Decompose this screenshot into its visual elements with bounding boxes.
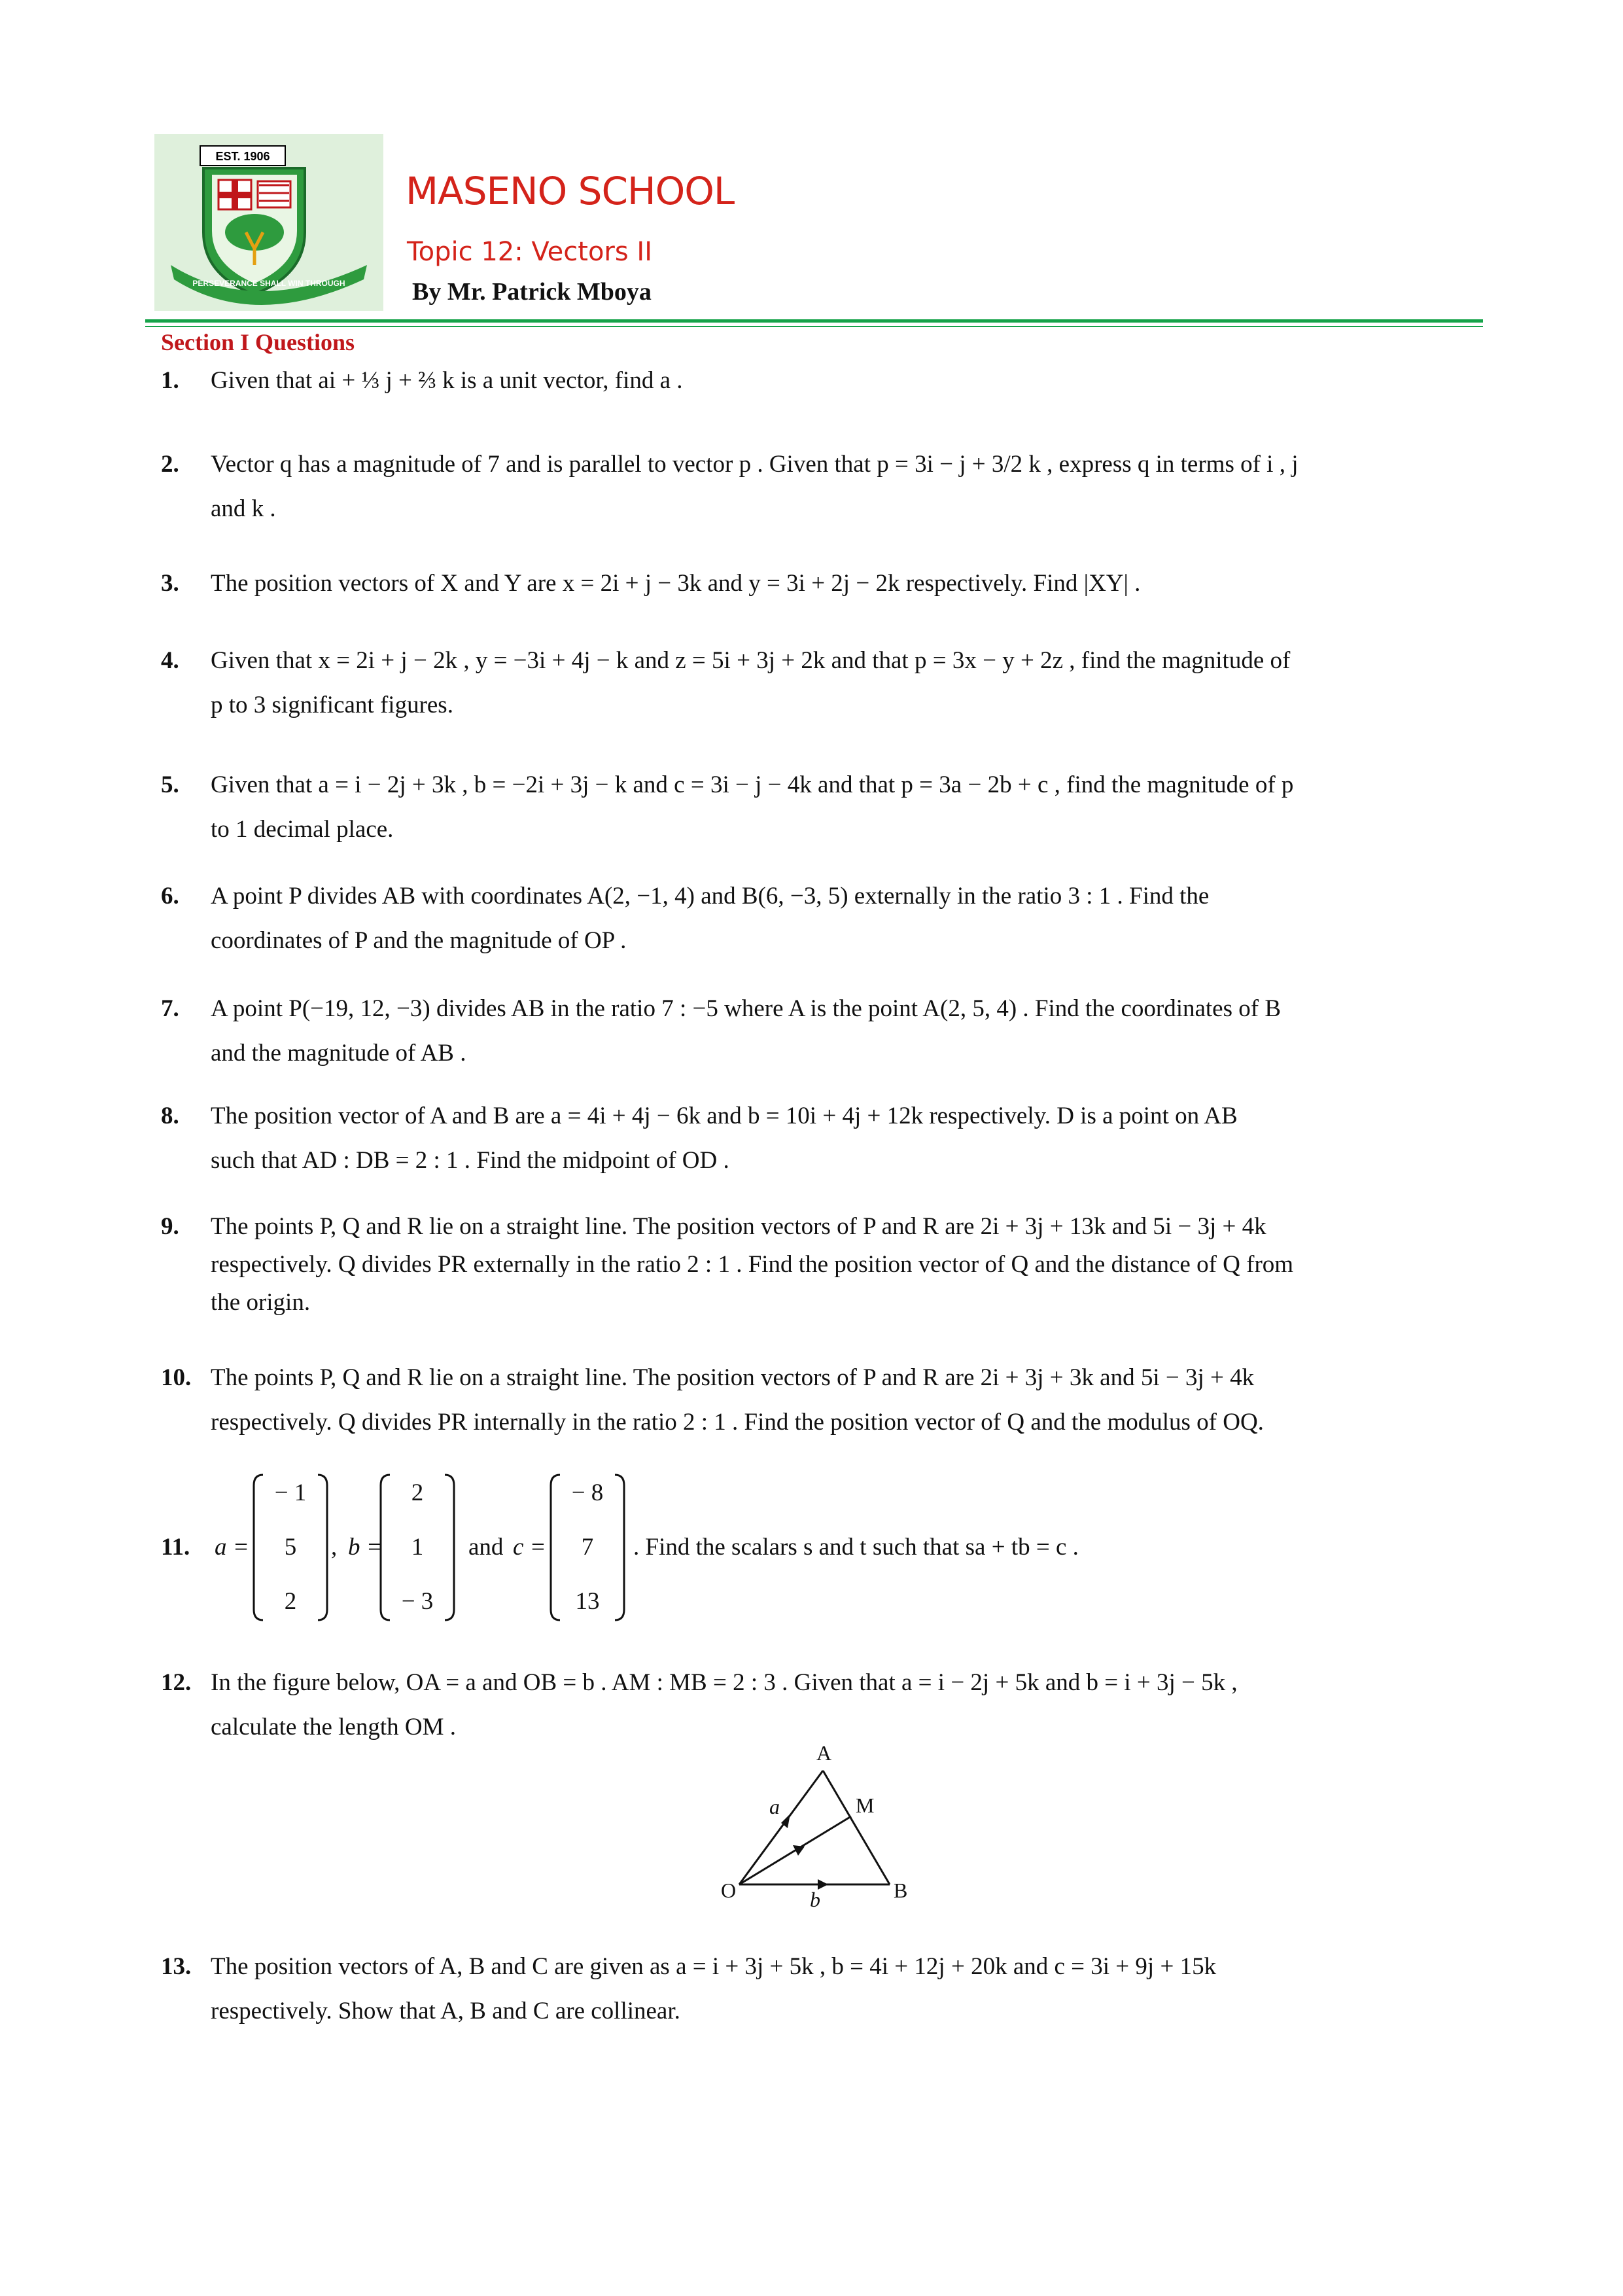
vector-c-label: c = [513,1534,546,1561]
question-text: Given that x = 2i + j − 2k , y = −3i + 4j − k and z = 5i + 3j + 2k and that p = 3x − y + 2z , find the magnitude of [211,647,1291,674]
question-number: 2. [161,451,179,478]
question-number: 10. [161,1364,192,1391]
question-text: and k . [211,495,276,522]
vector-a-label: a = [215,1534,249,1561]
question-number: 3. [161,570,179,597]
question-text: The position vectors of X and Y are x = 2i + j − 3k and y = 3i + 2j − 2k respectively. Find |XY| . [211,570,1141,597]
vector-a-z: 2 [284,1588,297,1615]
question-text: The points P, Q and R lie on a straight line. The position vectors of P and R are 2i + 3j + 3k and 5i − 3j + 4k [211,1364,1255,1391]
question-text: respectively. Q divides PR externally in the ratio 2 : 1 . Find the position vector of Q and the distance of Q from [211,1251,1294,1278]
author-name: By Mr. Patrick Mboya [412,278,652,306]
question-number: 13. [161,1953,192,1980]
question-number: 4. [161,647,179,674]
label-o-point: O [721,1879,737,1902]
question-text: coordinates of P and the magnitude of OP . [211,927,627,954]
question-11 [161,1472,1482,1623]
label-vector-b: b [810,1888,820,1911]
header-divider [145,319,1483,323]
question-text: A point P divides AB with coordinates A(2, −1, 4) and B(6, −3, 5) externally in the ratio 3 : 1 . Find the [211,883,1210,910]
question-number: 9. [161,1213,179,1240]
logo-est-text: EST. 1906 [215,150,270,163]
vector-b-y: 1 [411,1534,424,1561]
question-text: A point P(−19, 12, −3) divides AB in the ratio 7 : −5 where A is the point A(2, 5, 4) . Find the coordinates of B [211,995,1282,1022]
question-text: and the magnitude of AB . [211,1040,466,1067]
question-text: respectively. Q divides PR internally in the ratio 2 : 1 . Find the position vector of Q and the modulus of OQ. [211,1409,1264,1436]
vector-c-z: 13 [575,1588,600,1615]
label-vector-a: a [769,1795,780,1818]
logo-motto-text: PERSEVERANCE SHALL WIN THROUGH [192,279,345,288]
vector-b-column [378,1472,476,1623]
vector-c-column [548,1472,646,1623]
school-crest-logo [154,134,383,311]
triangle-figure [713,1740,922,1911]
vector-b-x: 2 [411,1479,424,1506]
school-name: MASENO SCHOOL [406,169,735,213]
and-word: and [468,1534,504,1561]
question-text: The position vector of A and B are a = 4i + 4j − 6k and b = 10i + 4j + 12k respectively. D is a point on AB [211,1103,1238,1129]
question-number: 11. [161,1534,190,1561]
question-text: . Find the scalars s and t such that sa + tb = c . [633,1534,1079,1561]
question-text: calculate the length OM . [211,1714,457,1740]
question-text: In the figure below, OA = a and OB = b . AM : MB = 2 : 3 . Given that a = i − 2j + 5k and b = i + 3j − 5k , [211,1669,1238,1696]
question-number: 7. [161,995,179,1022]
section-title: Section I Questions [161,329,355,355]
vector-c-x: − 8 [571,1479,604,1506]
question-text: Given that ai + ⅓ j + ⅔ k is a unit vector, find a . [211,367,683,394]
topic-title: Topic 12: Vectors II [407,237,653,267]
vector-a-y: 5 [284,1534,297,1561]
vector-a-x: − 1 [274,1479,307,1506]
vector-b-label: b = [348,1534,383,1561]
label-m-point: M [856,1793,875,1817]
vector-c-y: 7 [581,1534,594,1561]
header-divider-thin [145,326,1483,327]
side-oa [739,1771,823,1884]
question-text: such that AD : DB = 2 : 1 . Find the midpoint of OD . [211,1147,729,1174]
line-om [739,1816,851,1884]
question-text: The points P, Q and R lie on a straight line. The position vectors of P and R are 2i + 3j + 13k and 5i − 3j + 4k [211,1213,1266,1240]
question-text: The position vectors of A, B and C are given as a = i + 3j + 5k , b = 4i + 12j + 20k and c = 3i + 9j + 15k [211,1953,1217,1980]
question-number: 6. [161,883,179,910]
label-a-point: A [816,1741,832,1765]
question-text: the origin. [211,1289,311,1316]
question-number: 12. [161,1669,192,1696]
question-number: 8. [161,1103,179,1129]
question-number: 5. [161,771,179,798]
question-text: Vector q has a magnitude of 7 and is parallel to vector p . Given that p = 3i − j + 3/2 k , express q in terms of i , j [211,451,1299,478]
question-text: p to 3 significant figures. [211,692,453,718]
separator-comma: , [331,1534,338,1561]
question-text: Given that a = i − 2j + 3k , b = −2i + 3j − k and c = 3i − j − 4k and that p = 3a − 2b + c , find the magnitude of p [211,771,1294,798]
label-b-point: B [894,1879,908,1902]
vector-b-z: − 3 [401,1588,434,1615]
question-text: respectively. Show that A, B and C are collinear. [211,1998,680,2024]
question-text: to 1 decimal place. [211,816,394,843]
question-number: 1. [161,367,179,394]
